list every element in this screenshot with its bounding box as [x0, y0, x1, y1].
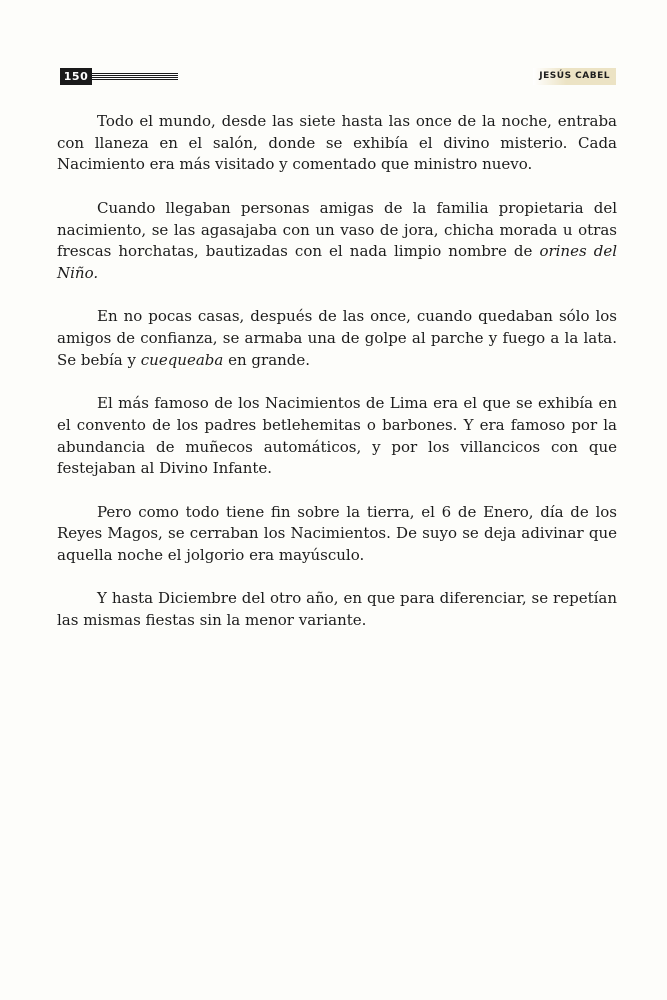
paragraph-text: en grande. [223, 350, 311, 369]
paragraph [57, 111, 617, 176]
paragraph-text: Todo el mundo, desde las siete hasta las once de la noche, entraba con llaneza en el salón, donde se exhibía el divino misterio. Cada Nacimiento era más visitado y comentado que ministro nuevo. [57, 112, 617, 174]
paragraph [57, 393, 617, 480]
italic-word: cuequeaba [140, 350, 224, 369]
page-number: 150 [60, 68, 92, 85]
paragraph-text: Pero como todo tiene fin sobre la tierra, el 6 de Enero, día de los Reyes Magos, se cerraban los Nacimientos. De suyo se deja adivinar que aquella noche el jolgorio era mayúsculo. [57, 502, 617, 564]
paragraph [57, 502, 617, 567]
header-rule [92, 73, 178, 80]
running-author: JESÚS CABEL [533, 68, 616, 85]
paragraph-text: Y hasta Diciembre del otro año, en que para diferenciar, se repetían las mismas fiestas sin la menor variante. [57, 589, 617, 630]
body-text [57, 111, 617, 653]
italic-phrase: orines del Niño. [57, 242, 617, 282]
paragraph [57, 198, 617, 285]
paragraph-text: En no pocas casas, después de las once, cuando quedaban sólo los amigos de confianza, se armaba una de golpe al parche y fuego a la lata. Se bebía y [57, 307, 617, 369]
paragraph [57, 588, 617, 631]
paragraph-text: El más famoso de los Nacimientos de Lima era el que se exhibía en el convento de los padres betlehemitas o barbones. Y era famoso por la abundancia de muñecos automáticos, y por los villancicos con que festejaban al Divino Infante. [57, 394, 617, 478]
running-header [60, 68, 616, 85]
paragraph-text: Cuando llegaban personas amigas de la familia propietaria del nacimiento, se las agasajaba con un vaso de jora, chicha morada u otras frescas horchatas, bautizadas con el nada limpio nombre de [57, 198, 617, 261]
paragraph [57, 306, 617, 371]
